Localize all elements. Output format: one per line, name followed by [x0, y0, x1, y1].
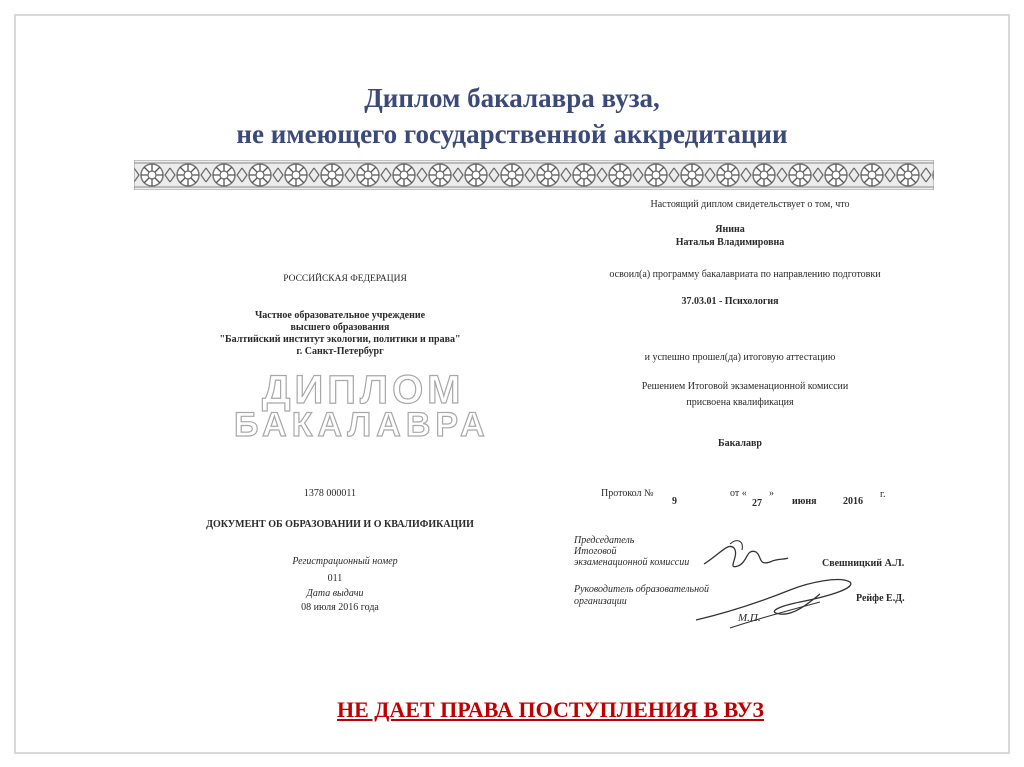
protocol-label: Протокол №: [601, 488, 654, 499]
chair-name: Свешницкий А.Л.: [822, 558, 905, 569]
chair-signature-icon: [700, 536, 790, 576]
certifies-text: Настоящий диплом свидетельствует о том, что: [650, 199, 850, 210]
slide-title-line2: не имеющего государственной аккредитации: [236, 119, 788, 149]
diploma-heading-word1: ДИПЛОМ: [262, 368, 465, 412]
frame-bottom: [14, 752, 1010, 754]
ornament-band: [134, 160, 934, 190]
diploma-heading-word2: БАКАЛАВРА: [234, 406, 490, 444]
frame-right: [1008, 14, 1010, 752]
org-line4: г. Санкт-Петербург: [296, 346, 384, 357]
serial-number: 1378 000011: [303, 488, 357, 499]
frame-top: [14, 14, 1010, 16]
protocol-day-close: »: [769, 488, 774, 499]
country-label: РОССИЙСКАЯ ФЕДЕРАЦИЯ: [283, 274, 407, 284]
protocol-year-suffix: г.: [880, 489, 886, 500]
protocol-year: 2016: [843, 496, 863, 507]
frame-left: [14, 14, 16, 752]
mastered-text: освоил(а) программу бакалавриата по направлению подготовки: [609, 269, 881, 280]
program-code: 37.03.01 - Психология: [681, 296, 779, 307]
decision-line2: присвоена квалификация: [686, 397, 794, 408]
chair-line2: Итоговой: [574, 546, 617, 557]
passed-text: и успешно прошел(да) итоговую аттестацию: [644, 352, 836, 363]
head-line2: организации: [574, 596, 627, 607]
head-line1: Руководитель образовательной: [574, 584, 710, 595]
reg-number-label: Регистрационный номер: [292, 556, 398, 567]
protocol-from: от «: [730, 488, 747, 499]
chair-line1: Председатель: [574, 535, 635, 546]
decision-line1: Решением Итоговой экзаменационной комиссии: [641, 381, 849, 392]
org-line3: "Балтийский институт экологии, политики и права": [219, 334, 461, 345]
org-line2: высшего образования: [290, 322, 390, 333]
head-name: Рейфе Е.Д.: [856, 593, 905, 604]
head-signature-icon: [690, 572, 860, 632]
stamp-mark: М.П.: [738, 612, 761, 624]
slide-title-line1: Диплом бакалавра вуза,: [364, 83, 660, 113]
issue-date-value: 08 июля 2016 года: [301, 602, 379, 613]
issue-date-label: Дата выдачи: [306, 588, 364, 599]
warning-no-admission-rights: НЕ ДАЕТ ПРАВА ПОСТУПЛЕНИЯ В ВУЗ: [337, 697, 764, 722]
holder-surname: Янина: [715, 224, 745, 235]
doc-type: ДОКУМЕНТ ОБ ОБРАЗОВАНИИ И О КВАЛИФИКАЦИИ: [206, 519, 474, 530]
org-line1: Частное образовательное учреждение: [254, 310, 426, 321]
protocol-number: 9: [672, 496, 677, 507]
holder-name: Наталья Владимировна: [675, 237, 785, 248]
protocol-month: июня: [792, 496, 817, 507]
reg-number-value: 011: [327, 573, 343, 584]
protocol-day: 27: [752, 498, 762, 509]
chair-line3: экзаменационной комиссии: [574, 557, 690, 568]
qualification: Бакалавр: [718, 438, 762, 449]
